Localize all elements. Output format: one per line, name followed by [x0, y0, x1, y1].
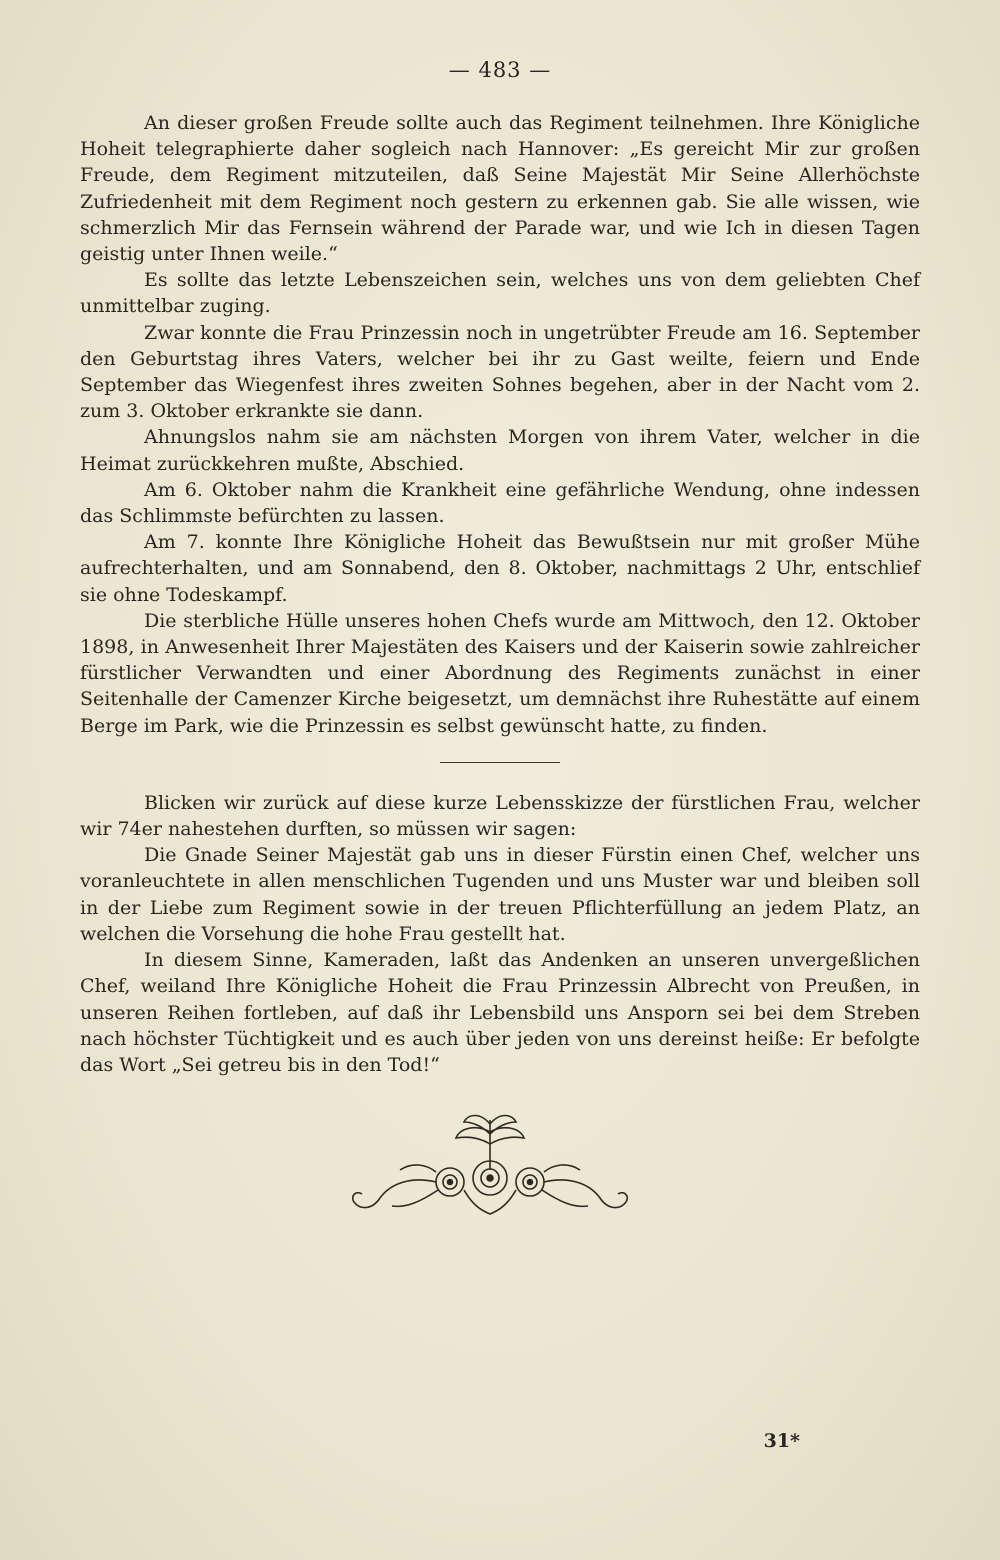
floral-ornament-icon: [340, 1110, 640, 1220]
paragraph: In diesem Sinne, Kameraden, laßt das Andenken an unseren unvergeßlichen Chef, weiland Ihre Königliche Hoheit die Frau Prinzessin Albrecht von Preußen, in unseren Reihen fortleben, auf daß ihr Lebensbild uns Ansporn sei bei dem Streben nach höchster Tüchtigkeit und es auch über jeden von uns dereinst heiße: Er befolgte das Wort „Sei getreu bis in den Tod!“: [80, 949, 920, 1076]
paragraph: Zwar konnte die Frau Prinzessin noch in ungetrübter Freude am 16. September den Geburtstag ihres Vaters, welcher bei ihr zu Gast weilte, feiern und Ende September das Wiegenfest ihres zweiten Sohnes begehen, aber in der Nacht vom 2. zum 3. Oktober erkrankte sie dann.: [80, 321, 920, 423]
paragraph: An dieser großen Freude sollte auch das Regiment teilnehmen. Ihre Königliche Hoheit telegraphierte daher sogleich nach Hannover: „Es gereicht Mir zur großen Freude, dem Regiment mitzuteilen, daß Seine Majestät Mir Seine Allerhöchste Zufriedenheit mit dem Regiment noch gestern zu erkennen gab. Sie alle wissen, wie schmerzlich Mir das Fernsein während der Parade war, und wie Ich in diesen Tagen geistig unter Ihnen weile.“: [80, 112, 920, 266]
paragraph: Am 6. Oktober nahm die Krankheit eine gefährliche Wendung, ohne indessen das Schlimmste befürchten zu lassen.: [80, 478, 920, 528]
paragraph: Am 7. konnte Ihre Königliche Hoheit das Bewußtsein nur mit großer Mühe aufrechterhalten, und am Sonnabend, den 8. Oktober, nachmittags 2 Uhr, entschlief sie ohne Todeskampf.: [80, 531, 920, 606]
paragraph: Blicken wir zurück auf diese kurze Lebensskizze der fürstlichen Frau, welcher wir 74er nahestehen durften, so müssen wir sagen:: [80, 791, 920, 841]
body-text: [80, 110, 920, 1078]
paragraph: Ahnungslos nahm sie am nächsten Morgen von ihrem Vater, welcher in die Heimat zurückkehren mußte, Abschied.: [80, 426, 920, 475]
signature-mark: 31*: [763, 1430, 800, 1452]
paragraph: Es sollte das letzte Lebenszeichen sein, welches uns von dem geliebten Chef unmittelbar zuging.: [80, 269, 920, 318]
paragraph: Die sterbliche Hülle unseres hohen Chefs wurde am Mittwoch, den 12. Oktober 1898, in Anwesenheit Ihrer Majestäten des Kaisers und der Kaiserin sowie zahlreicher fürstlicher Verwandten und einer Abordnung des Regiments zunächst in einer Seitenhalle der Camenzer Kirche beigesetzt, um demnächst ihre Ruhestätte auf einem Berge im Park, wie die Prinzessin es selbst gewünscht hatte, zu finden.: [80, 609, 920, 737]
page-number: — 483 —: [448, 58, 552, 82]
section-divider: [440, 762, 560, 763]
paragraph: Die Gnade Seiner Majestät gab uns in dieser Fürstin einen Chef, welcher uns voranleuchtete in allen menschlichen Tugenden und uns Muster war und bleiben soll in der Liebe zum Regiment sowie in der treuen Pflichterfüllung an jedem Platz, an welchen die Vorsehung die hohe Frau gestellt hat.: [80, 844, 920, 945]
